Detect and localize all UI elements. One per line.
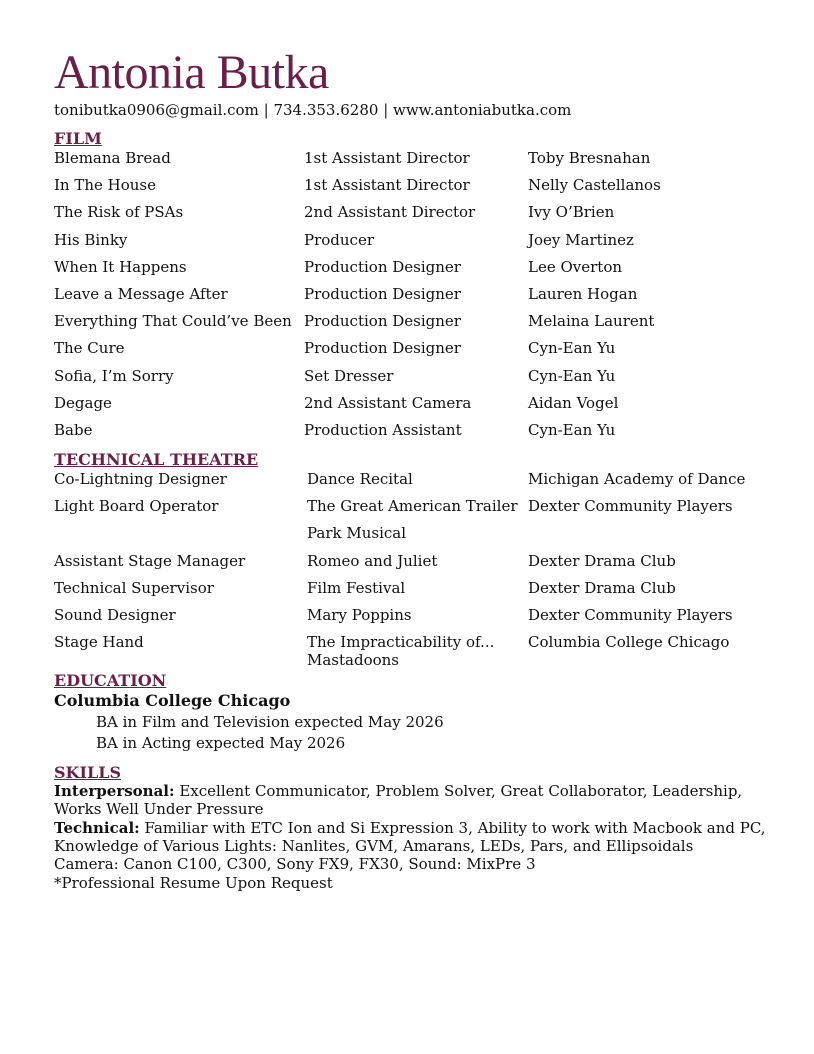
- film-row: [54, 420, 774, 447]
- film-title: Blemana Bread: [54, 149, 171, 167]
- film-role: Production Designer: [304, 284, 461, 303]
- film-role: Producer: [304, 230, 375, 249]
- film-title: Degage: [54, 393, 112, 412]
- theatre-row-continued: [54, 650, 774, 672]
- theatre-row-continued: [54, 523, 774, 550]
- interpersonal-label: Interpersonal:: [54, 782, 175, 801]
- film-row: [54, 284, 774, 311]
- contact-separator: |: [383, 101, 389, 119]
- theatre-show: Dance Recital: [307, 470, 413, 489]
- film-row: [54, 148, 774, 175]
- theatre-show-continued: Mastadoons: [307, 651, 399, 670]
- film-title: Sofia, I’m Sorry: [54, 366, 174, 385]
- film-director: Nelly Castellanos: [528, 176, 661, 195]
- film-role: 1st Assistant Director: [304, 176, 470, 195]
- interpersonal-skills: [54, 782, 774, 819]
- resume-page: [54, 46, 774, 892]
- film-title: Everything That Could’ve Been: [54, 312, 292, 331]
- film-row: [54, 311, 774, 338]
- film-director: Aidan Vogel: [528, 393, 619, 412]
- film-director: Lee Overton: [528, 257, 623, 276]
- film-row: [54, 175, 774, 202]
- film-title: The Cure: [54, 339, 125, 358]
- interpersonal-text: Excellent Communicator, Problem Solver, Great Collaborator, Leadership, Works Well Under Pressure: [54, 782, 743, 819]
- email-link[interactable]: tonibutka0906@gmail.com: [54, 101, 259, 119]
- school-name: Columbia College Chicago: [54, 691, 291, 711]
- film-director: Melaina Laurent: [528, 312, 655, 331]
- contact-separator: |: [263, 101, 269, 119]
- theatre-role: Stage Hand: [54, 633, 144, 652]
- film-director: Joey Martinez: [528, 230, 634, 249]
- skills-heading: SKILLS: [54, 763, 121, 783]
- film-row: [54, 393, 774, 420]
- theatre-show-continued: Park Musical: [307, 524, 407, 543]
- degree-item: BA in Film and Television expected May 2026: [96, 713, 444, 732]
- film-title: Babe: [54, 420, 93, 439]
- theatre-row: [54, 632, 774, 650]
- theatre-company: Dexter Drama Club: [528, 578, 676, 597]
- film-heading: FILM: [54, 129, 102, 148]
- theatre-row: [54, 605, 774, 632]
- film-role: 2nd Assistant Director: [304, 203, 476, 222]
- film-role: 1st Assistant Director: [304, 149, 470, 167]
- film-role: 2nd Assistant Camera: [304, 393, 472, 412]
- theatre-company: Columbia College Chicago: [528, 633, 730, 652]
- theatre-show: Film Festival: [307, 578, 406, 597]
- film-title: The Risk of PSAs: [54, 203, 184, 222]
- film-row: [54, 257, 774, 284]
- theatre-show: Romeo and Juliet: [307, 551, 438, 570]
- film-director: Cyn-Ean Yu: [528, 339, 616, 358]
- resume-note: *Professional Resume Upon Request: [54, 873, 333, 892]
- theatre-company: Michigan Academy of Dance: [528, 470, 746, 489]
- theatre-role: Co-Lightning Designer: [54, 470, 227, 489]
- film-title: In The House: [54, 176, 157, 195]
- theatre-table: [54, 469, 774, 672]
- theatre-company: Dexter Community Players: [528, 606, 733, 624]
- degree-item: BA in Acting expected May 2026: [96, 734, 346, 753]
- film-role: Production Assistant: [304, 420, 462, 439]
- film-director: Cyn-Ean Yu: [528, 420, 616, 439]
- film-title: His Binky: [54, 230, 128, 249]
- phone-number: 734.353.6280: [273, 101, 379, 119]
- technical-label: Technical:: [54, 818, 140, 837]
- technical-text: Familiar with ETC Ion and Si Expression 3, Ability to work with Macbook and PC, Knowledge of Various Lights: Nanlites, GVM, Amarans, LEDs, Pars, and Ellipsoidals: [54, 818, 766, 856]
- theatre-show: The Great American Trailer: [307, 497, 518, 516]
- theatre-row: [54, 469, 774, 496]
- theatre-role: Assistant Stage Manager: [54, 551, 246, 570]
- film-table: [54, 148, 774, 447]
- applicant-name: Antonia Butka: [54, 46, 329, 99]
- education-heading: EDUCATION: [54, 671, 167, 691]
- film-row: [54, 366, 774, 393]
- theatre-show: Mary Poppins: [307, 606, 412, 624]
- film-director: Cyn-Ean Yu: [528, 366, 616, 385]
- theatre-row: [54, 578, 774, 605]
- film-title: Leave a Message After: [54, 284, 228, 303]
- film-role: Production Designer: [304, 257, 461, 276]
- theatre-company: Dexter Community Players: [528, 497, 733, 516]
- camera-skills: Camera: Canon C100, C300, Sony FX9, FX30, Sound: MixPre 3: [54, 855, 536, 874]
- film-row: [54, 230, 774, 257]
- theatre-row: [54, 496, 774, 523]
- film-role: Production Designer: [304, 339, 461, 358]
- technical-theatre-heading: TECHNICAL THEATRE: [54, 450, 259, 470]
- film-row: [54, 202, 774, 229]
- theatre-role: Light Board Operator: [54, 497, 219, 516]
- film-director: Ivy O’Brien: [528, 203, 615, 222]
- film-director: Toby Bresnahan: [528, 149, 651, 167]
- technical-skills: [54, 819, 774, 856]
- website-link[interactable]: www.antoniabutka.com: [393, 101, 572, 119]
- theatre-role: Sound Designer: [54, 606, 176, 624]
- theatre-role: Technical Supervisor: [54, 578, 214, 597]
- theatre-show: The Impracticability of...: [307, 633, 495, 652]
- theatre-company: Dexter Drama Club: [528, 551, 676, 570]
- film-director: Lauren Hogan: [528, 284, 638, 303]
- film-title: When It Happens: [54, 257, 187, 276]
- film-role: Production Designer: [304, 312, 461, 331]
- contact-line: [54, 100, 774, 120]
- theatre-row: [54, 551, 774, 578]
- film-row: [54, 338, 774, 365]
- film-role: Set Dresser: [304, 366, 394, 385]
